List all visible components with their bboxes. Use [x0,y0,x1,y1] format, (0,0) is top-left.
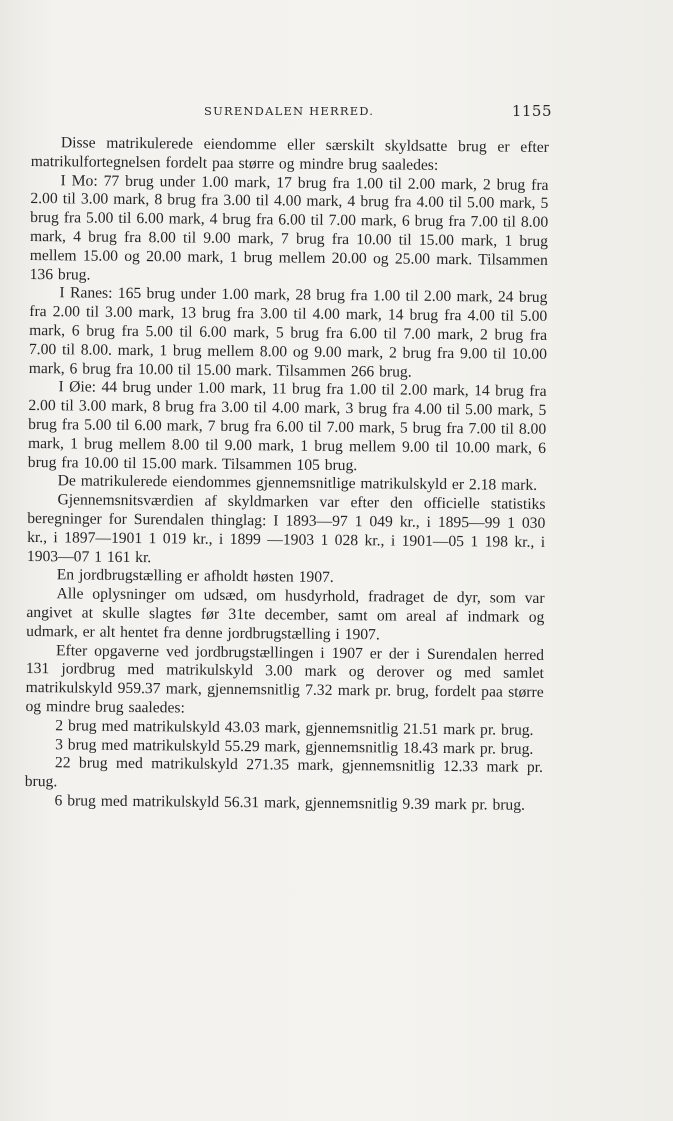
page-header [204,102,552,122]
paragraph-intro: Disse matrikulerede eiendomme eller særskilt skyldsatte brug er efter matrikulfortegnelsen fordelt paa større og mindre brug saaledes: [30,134,549,174]
paragraph-opgaverne: Efter opgaverne ved jordbrugstællingen i 1907 er der i Surendalen herred 131 jordbrug med matrikulskyld 3.00 mark og derover og med samlet matrikulskyld 959.37 mark, gjennemsnitlig 7.32 mark pr. brug, fordelt paa større og mindre brug saaledes: [25,641,545,717]
paragraph-oplysninger: Alle oplysninger om udsæd, om husdyrhold, fradraget de dyr, som var angivet at skulle slagtes før 31te december, samt om areal af indmark og udmark, er alt hentet fra denne jordbrugstælling i 1907. [26,585,545,644]
paragraph-ranes: I Ranes: 165 brug under 1.00 mark, 28 brug fra 1.00 til 2.00 mark, 24 brug fra 2.00 til 3.00 mark, 13 brug fra 3.00 til 4.00 mark, 14 brug fra 4.00 til 5.00 mark, 6 brug fra 5.00 til 6.00 mark, 5 brug fra 6.00 til 7.00 mark, 2 brug fra 7.00 til 8.00. mark, 1 brug mellem 8.00 og 9.00 mark, 2 brug fra 9.00 til 10.00 mark, 6 brug fra 10.00 til 15.00 mark. Tilsammen 266 brug. [28,284,548,381]
paragraph-oie: I Øie: 44 brug under 1.00 mark, 11 brug fra 1.00 til 2.00 mark, 14 brug fra 2.00 til 3.00 mark, 8 brug fra 3.00 til 4.00 mark, 3 brug fra 4.00 til 5.00 mark, 5 brug fra 5.00 til 6.00 mark, 7 brug fra 6.00 til 7.00 mark, 5 brug fra 7.00 til 8.00 mark, 1 brug mellem 8.00 til 9.00 mark, 1 brug mellem 9.00 til 10.00 mark, 6 brug fra 10.00 til 15.00 mark. Tilsammen 105 brug. [27,378,547,474]
paragraph-group-2: 3 brug med matrikulskyld 55.29 mark, gjennemsnitlig 18.43 mark pr. brug. [55,735,534,758]
running-title: SURENDALEN HERRED. [204,104,375,118]
body-text [25,134,549,816]
paragraph-group-4: 6 brug med matrikulskyld 56.31 mark, gjennemsnitlig 9.39 mark pr. brug. [54,792,526,814]
paragraph-group-3: 22 brug med matrikulskyld 271.35 mark, gjennemsnitlig 12.33 mark pr. brug. [24,754,544,791]
paragraph-skyldmark-value: Gjennemsnitsværdien af skyldmarken var efter den officielle statistiks beregninger for Surendalen thinglag: I 1893—97 1 049 kr., i 1895—99 1 030 kr., i 1897—1901 1 019 kr., i 1899 —1903 1 028 kr., i 1901—05 1 198 kr., i 1903—07 1 161 kr. [26,491,546,566]
paragraph-mo: I Mo: 77 brug under 1.00 mark, 17 brug fra 1.00 til 2.00 mark, 2 brug fra 2.00 til 3.00 mark, 8 brug fra 3.00 til 4.00 mark, 4 brug fra 4.00 til 5.00 mark, 5 brug fra 5.00 til 6.00 mark, 4 brug fra 6.00 til 7.00 mark, 6 brug fra 7.00 til 8.00 mark, 4 brug fra 8.00 til 9.00 mark, 7 brug fra 10.00 til 15.00 mark, 1 brug mellem 15.00 og 20.00 mark, 1 brug mellem 20.00 og 25.00 mark. Tilsammen 136 brug. [29,171,549,284]
paragraph-average-skyld: De matrikulerede eiendommes gjennemsnitlige matrikulskyld er 2.18 mark. [57,472,538,495]
page-number: 1155 [511,102,552,120]
paragraph-group-1: 2 brug med matrikulskyld 43.03 mark, gjennemsnitlig 21.51 mark pr. brug. [55,716,534,739]
paragraph-jordbrugstaelling: En jordbrugstælling er afholdt høsten 1907. [56,566,334,587]
